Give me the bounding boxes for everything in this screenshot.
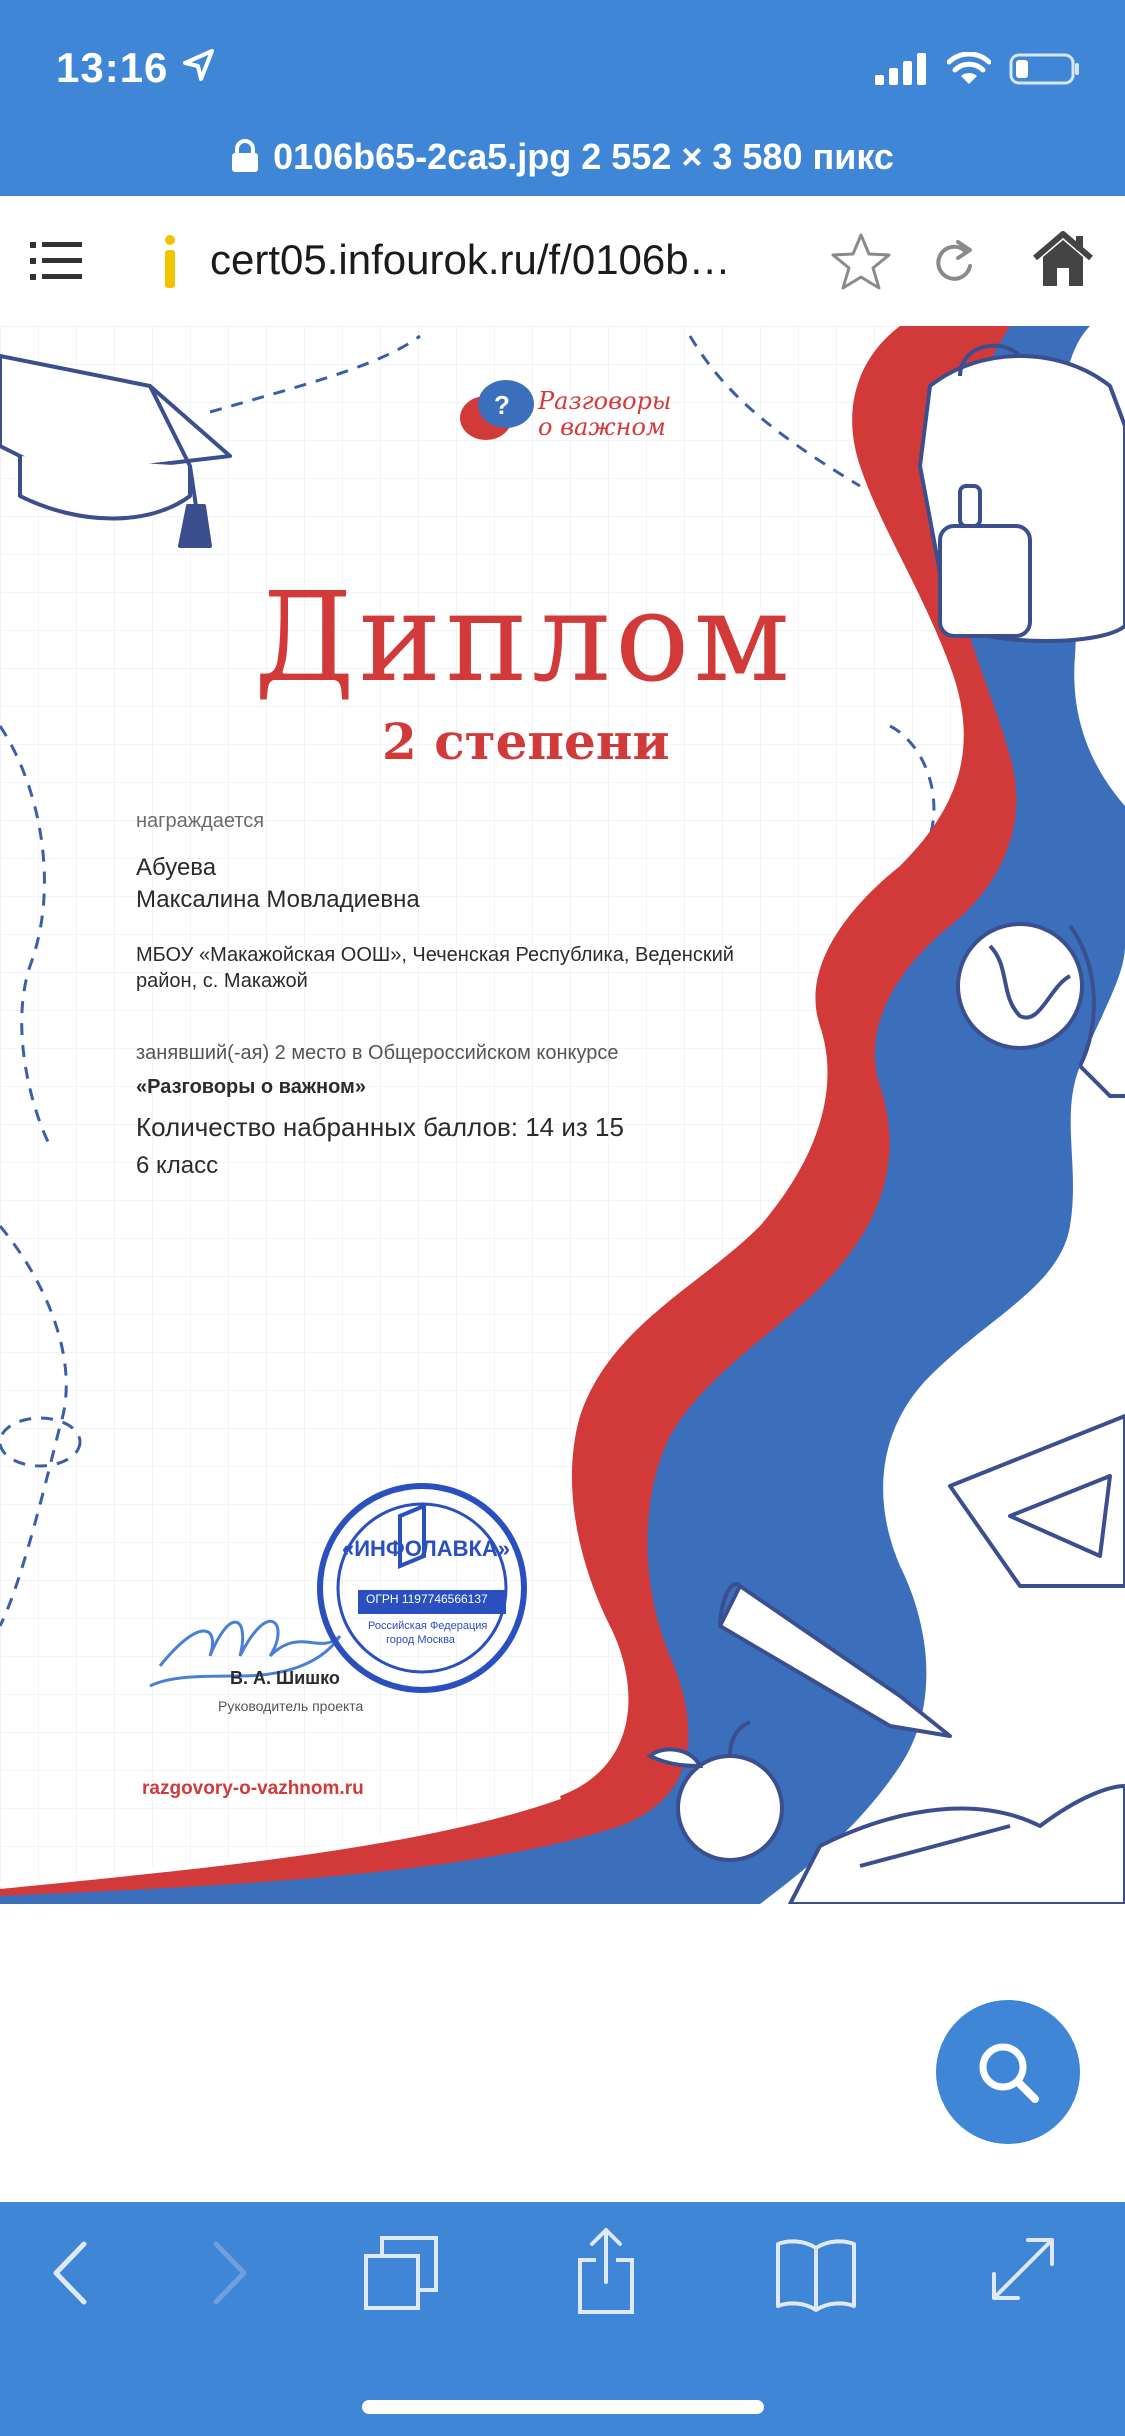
place-text: занявший(-ая) 2 место в Общероссийском конкурсе <box>136 1042 619 1064</box>
awarded-label: награждается <box>136 810 265 832</box>
home-indicator <box>362 2400 764 2414</box>
info-icon[interactable] <box>162 234 178 290</box>
menu-icon[interactable] <box>30 240 82 282</box>
forward-icon[interactable] <box>210 2238 250 2308</box>
search-icon <box>973 2037 1043 2107</box>
contest-name: «Разговоры о важном» <box>136 1076 366 1098</box>
stamp-ogrn: ОГРН 1197746566137 <box>366 1592 488 1606</box>
star-icon[interactable] <box>830 232 892 292</box>
status-time: 13:16 <box>56 44 169 91</box>
page-title <box>0 136 1125 178</box>
search-button[interactable] <box>936 2000 1080 2144</box>
logo-text: Разговоры о важном <box>538 387 672 441</box>
home-icon[interactable] <box>1032 230 1094 288</box>
signer-role: Руководитель проекта <box>218 1698 364 1714</box>
lock-icon <box>231 139 259 173</box>
stamp-country: Российская Федерация <box>368 1620 488 1632</box>
address-bar <box>0 196 1125 328</box>
recipient-given-names: Максалина Мовладиевна <box>136 886 420 913</box>
share-icon[interactable] <box>574 2226 638 2316</box>
status-bar <box>0 0 1125 196</box>
diploma-degree: 2 степени <box>382 712 670 771</box>
battery-icon <box>1009 52 1081 86</box>
bookmarks-icon[interactable] <box>774 2236 858 2312</box>
reload-icon[interactable] <box>930 236 980 288</box>
back-icon[interactable] <box>50 2238 90 2308</box>
url-field[interactable]: cert05.infourok.ru/f/0106b… <box>210 236 731 283</box>
svg-text:?: ? <box>494 390 510 420</box>
fullscreen-icon[interactable] <box>988 2234 1058 2304</box>
school-info: МБОУ «Макажойская ООШ», Чеченская Республика, Веденский район, с. Макажой <box>136 944 734 992</box>
certificate-image <box>0 326 1125 1904</box>
signal-icon <box>875 53 929 85</box>
stamp-city: город Москва <box>386 1634 455 1646</box>
location-arrow-icon <box>182 48 216 82</box>
signer-name: В. А. Шишко <box>230 1668 340 1688</box>
recipient-surname: Абуева <box>136 854 217 881</box>
site-link: razgovory-o-vazhnom.ru <box>142 1778 364 1799</box>
tabs-icon[interactable] <box>362 2232 442 2312</box>
page-title-text: 0106b65-2ca5.jpg 2 552 × 3 580 пикс <box>273 136 894 177</box>
diploma-title: Диплом <box>254 566 794 710</box>
wifi-icon <box>947 52 991 86</box>
stamp-name: «ИНФОЛАВКА» <box>342 1536 511 1561</box>
grade-text: 6 класс <box>136 1152 219 1179</box>
points-text: Количество набранных баллов: 14 из 15 <box>136 1112 624 1142</box>
